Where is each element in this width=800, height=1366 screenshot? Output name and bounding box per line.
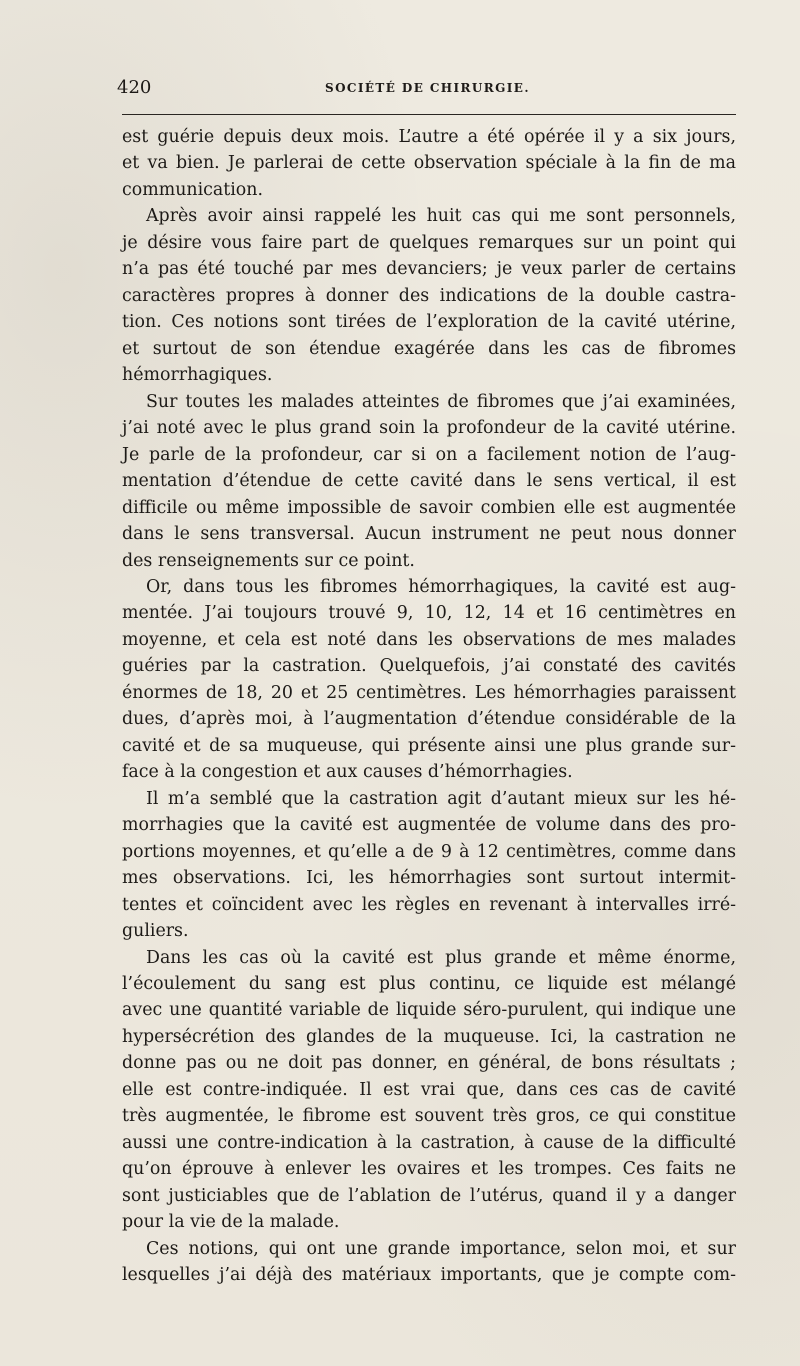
text-line: n’a pas été touché par mes devanciers; je veux parler de certains — [122, 259, 736, 280]
text-line: j’ai noté avec le plus grand soin la profondeur de la cavité utérine. — [122, 418, 736, 439]
text-line: avec une quantité variable de liquide séro-purulent, qui indique une — [122, 1000, 736, 1021]
text-line: des renseignements sur ce point. — [122, 550, 415, 571]
text-line: elle est contre-indiquée. Il est vrai que, dans ces cas de cavité — [122, 1079, 736, 1100]
page-number: 420 — [117, 77, 152, 98]
body-text — [122, 124, 736, 1289]
text-line: guéries par la castration. Quelquefois, j’ai constaté des cavités — [122, 656, 736, 677]
header-rule — [122, 114, 736, 115]
text-line: dans le sens transversal. Aucun instrument ne peut nous donner — [122, 524, 736, 545]
text-line: guliers. — [122, 921, 189, 942]
text-line: tentes et coïncident avec les règles en revenant à intervalles irré- — [122, 894, 736, 915]
text-line: cavité et de sa muqueuse, qui présente ainsi une plus grande sur- — [122, 735, 736, 756]
text-line: caractères propres à donner des indications de la double castra- — [122, 285, 736, 306]
text-line: qu’on éprouve à enlever les ovaires et les trompes. Ces faits ne — [122, 1159, 736, 1180]
text-line: difficile ou même impossible de savoir combien elle est augmentée — [122, 497, 736, 518]
text-line: hypersécrétion des glandes de la muqueuse. Ici, la castration ne — [122, 1026, 736, 1047]
text-line: pour la vie de la malade. — [122, 1212, 340, 1233]
text-line: lesquelles j’ai déjà des matériaux importants, que je compte com- — [122, 1265, 736, 1286]
text-line: mentation d’étendue de cette cavité dans le sens vertical, il est — [122, 471, 736, 492]
text-line: Or, dans tous les fibromes hémorrhagiques, la cavité est aug- — [146, 576, 736, 597]
text-line: morrhagies que la cavité est augmentée de volume dans des pro- — [122, 815, 736, 836]
text-line: énormes de 18, 20 et 25 centimètres. Les hémorrhagies paraissent — [122, 682, 736, 703]
text-line: l’écoulement du sang est plus continu, ce liquide est mélangé — [122, 974, 736, 994]
text-line: est guérie depuis deux mois. L’autre a été opérée il y a six jours, — [122, 127, 736, 147]
text-line: tion. Ces notions sont tirées de l’exploration de la cavité utérine, — [122, 312, 736, 333]
text-line: communication. — [122, 179, 264, 200]
text-line: face à la congestion et aux causes d’hémorrhagies. — [122, 762, 573, 783]
text-line: dues, d’après moi, à l’augmentation d’étendue considérable de la — [122, 709, 736, 730]
text-line: portions moyennes, et qu’elle a de 9 à 12 centimètres, comme dans — [122, 841, 736, 862]
text-line: hémorrhagiques. — [122, 365, 273, 386]
text-line: moyenne, et cela est noté dans les observations de mes malades — [122, 629, 736, 650]
text-line: Je parle de la profondeur, car si on a facilement notion de l’aug- — [122, 444, 736, 465]
text-line: Il m’a semblé que la castration agit d’autant mieux sur les hé- — [146, 788, 736, 809]
running-head: SOCIÉTÉ DE CHIRURGIE. — [325, 81, 530, 95]
text-line: très augmentée, le fibrome est souvent très gros, ce qui constitue — [122, 1106, 736, 1127]
text-line: Ces notions, qui ont une grande importance, selon moi, et sur — [146, 1238, 736, 1259]
text-line: Dans les cas où la cavité est plus grande et même énorme, — [146, 947, 736, 968]
text-line: je désire vous faire part de quelques remarques sur un point qui — [122, 232, 736, 253]
text-line: et va bien. Je parlerai de cette observation spéciale à la fin de ma — [122, 153, 736, 174]
text-line: Sur toutes les malades atteintes de fibromes que j’ai examinées, — [146, 391, 736, 412]
text-line: Après avoir ainsi rappelé les huit cas qui me sont personnels, — [146, 206, 736, 227]
text-line: donne pas ou ne doit pas donner, en général, de bons résultats ; — [122, 1053, 736, 1074]
text-line: sont justiciables que de l’ablation de l’utérus, quand il y a danger — [122, 1185, 736, 1206]
text-line: et surtout de son étendue exagérée dans les cas de fibromes — [122, 338, 736, 359]
text-line: aussi une contre-indication à la castration, à cause de la difficulté — [122, 1132, 736, 1153]
text-line: mentée. J’ai toujours trouvé 9, 10, 12, 14 et 16 centimètres en — [122, 603, 736, 624]
text-line: mes observations. Ici, les hémorrhagies sont surtout intermit- — [122, 868, 736, 889]
